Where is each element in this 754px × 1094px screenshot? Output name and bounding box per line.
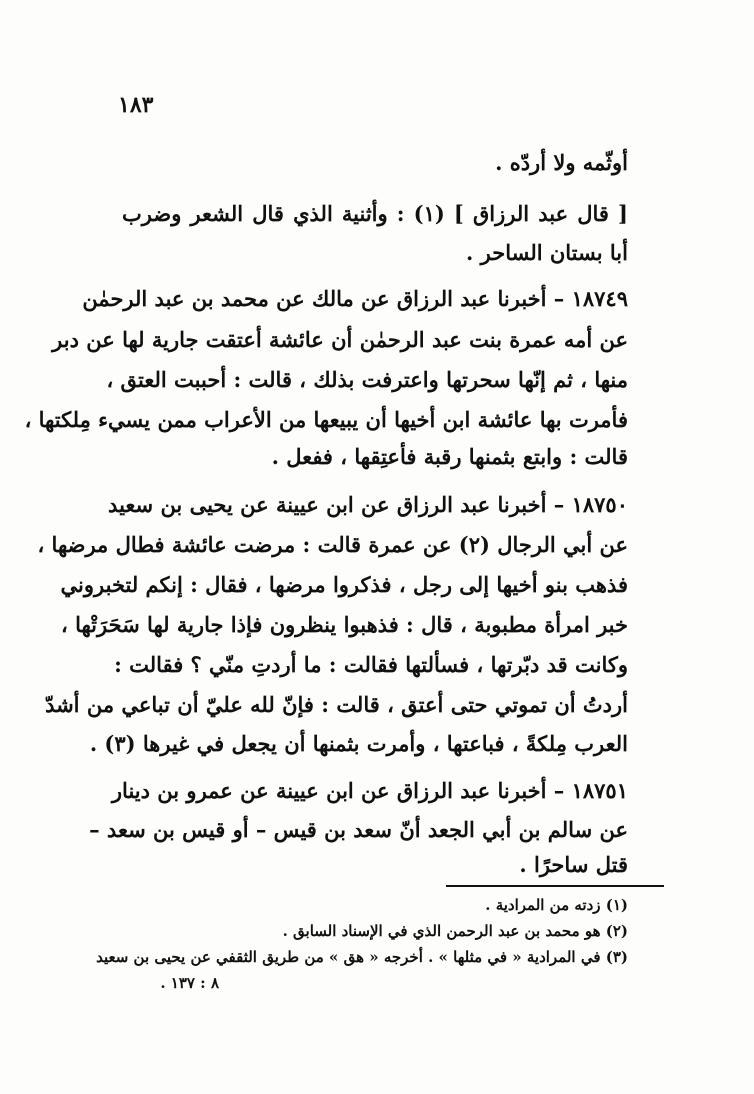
hadith-18750-start: ١٨٧٥٠ – أخبرنا عبد الرزاق عن ابن عيينة عن يحيى بن سعيد xyxy=(108,492,628,517)
hadith-18751-start: ١٨٧٥١ – أخبرنا عبد الرزاق عن ابن عيينة عن عمرو بن دينار xyxy=(111,778,628,803)
text-line: عن أبي الرجال (٢) عن عمرة قالت : مرضت عائشة فطال مرضها ، xyxy=(37,532,628,557)
text-line: خبر امرأة مطبوبة ، قال : فذهبوا ينظرون فإذا جارية لها سَحَرَتْها ، xyxy=(60,612,628,637)
text-line: وكانت قد دبّرتها ، فسألتها فقالت : ما أردتِ منّي ؟ فقالت : xyxy=(114,652,628,677)
footnote-1: (١) زدته من المرادية . xyxy=(485,896,628,914)
text-line: فأمرت بها عائشة ابن أخيها أن يبيعها من الأعراب ممن يسيء مِلكتها ، xyxy=(24,407,628,432)
text-line: منها ، ثم إنّها سحرتها واعترفت بذلك ، قالت : أحببت العتق ، xyxy=(106,367,628,392)
text-line: أبا بستان الساحر . xyxy=(466,240,628,265)
footnote-3-continuation: ٨ : ١٣٧ . xyxy=(160,974,219,992)
hadith-18749-start: ١٨٧٤٩ – أخبرنا عبد الرزاق عن مالك عن محمد بن عبد الرحمٰن xyxy=(82,286,628,311)
text-line: قتل ساحرًا . xyxy=(519,852,628,877)
footnote-divider xyxy=(446,885,664,887)
page-number: ١٨٣ xyxy=(118,92,154,118)
footnote-3: (٣) في المرادية « في مثلها » . أخرجه « هق » من طريق الثقفي عن يحيى بن سعيد xyxy=(96,948,628,966)
text-line: عن سالم بن أبي الجعد أنّ سعد بن قيس – أو قيس بن سعد – xyxy=(89,817,628,842)
footnote-2: (٢) هو محمد بن عبد الرحمن الذي في الإسناد السابق . xyxy=(282,922,628,940)
text-line: عن أمه عمرة بنت عبد الرحمٰن أن عائشة أعتقت جارية لها عن دبر xyxy=(52,327,628,352)
text-line: أردتُ أن تموتي حتى أعتق ، قالت : فإنّ لله عليّ أن تباعي من أشدّ xyxy=(45,692,628,717)
text-line: فذهب بنو أخيها إلى رجل ، فذكروا مرضها ، فقال : إنكم لتخبروني xyxy=(60,572,628,597)
text-line: أوثّمه ولا أردّه . xyxy=(495,150,628,175)
text-line: العرب مِلكةً ، فباعتها ، وأمرت بثمنها أن يجعل في غيرها (٣) . xyxy=(89,731,628,756)
text-line: [ قال عبد الرزاق ] (١) : وأثنية الذي قال الشعر وضرب xyxy=(122,201,628,226)
text-line: قالت : وابتع بثمنها رقبة فأعتِقها ، ففعل . xyxy=(271,444,628,469)
